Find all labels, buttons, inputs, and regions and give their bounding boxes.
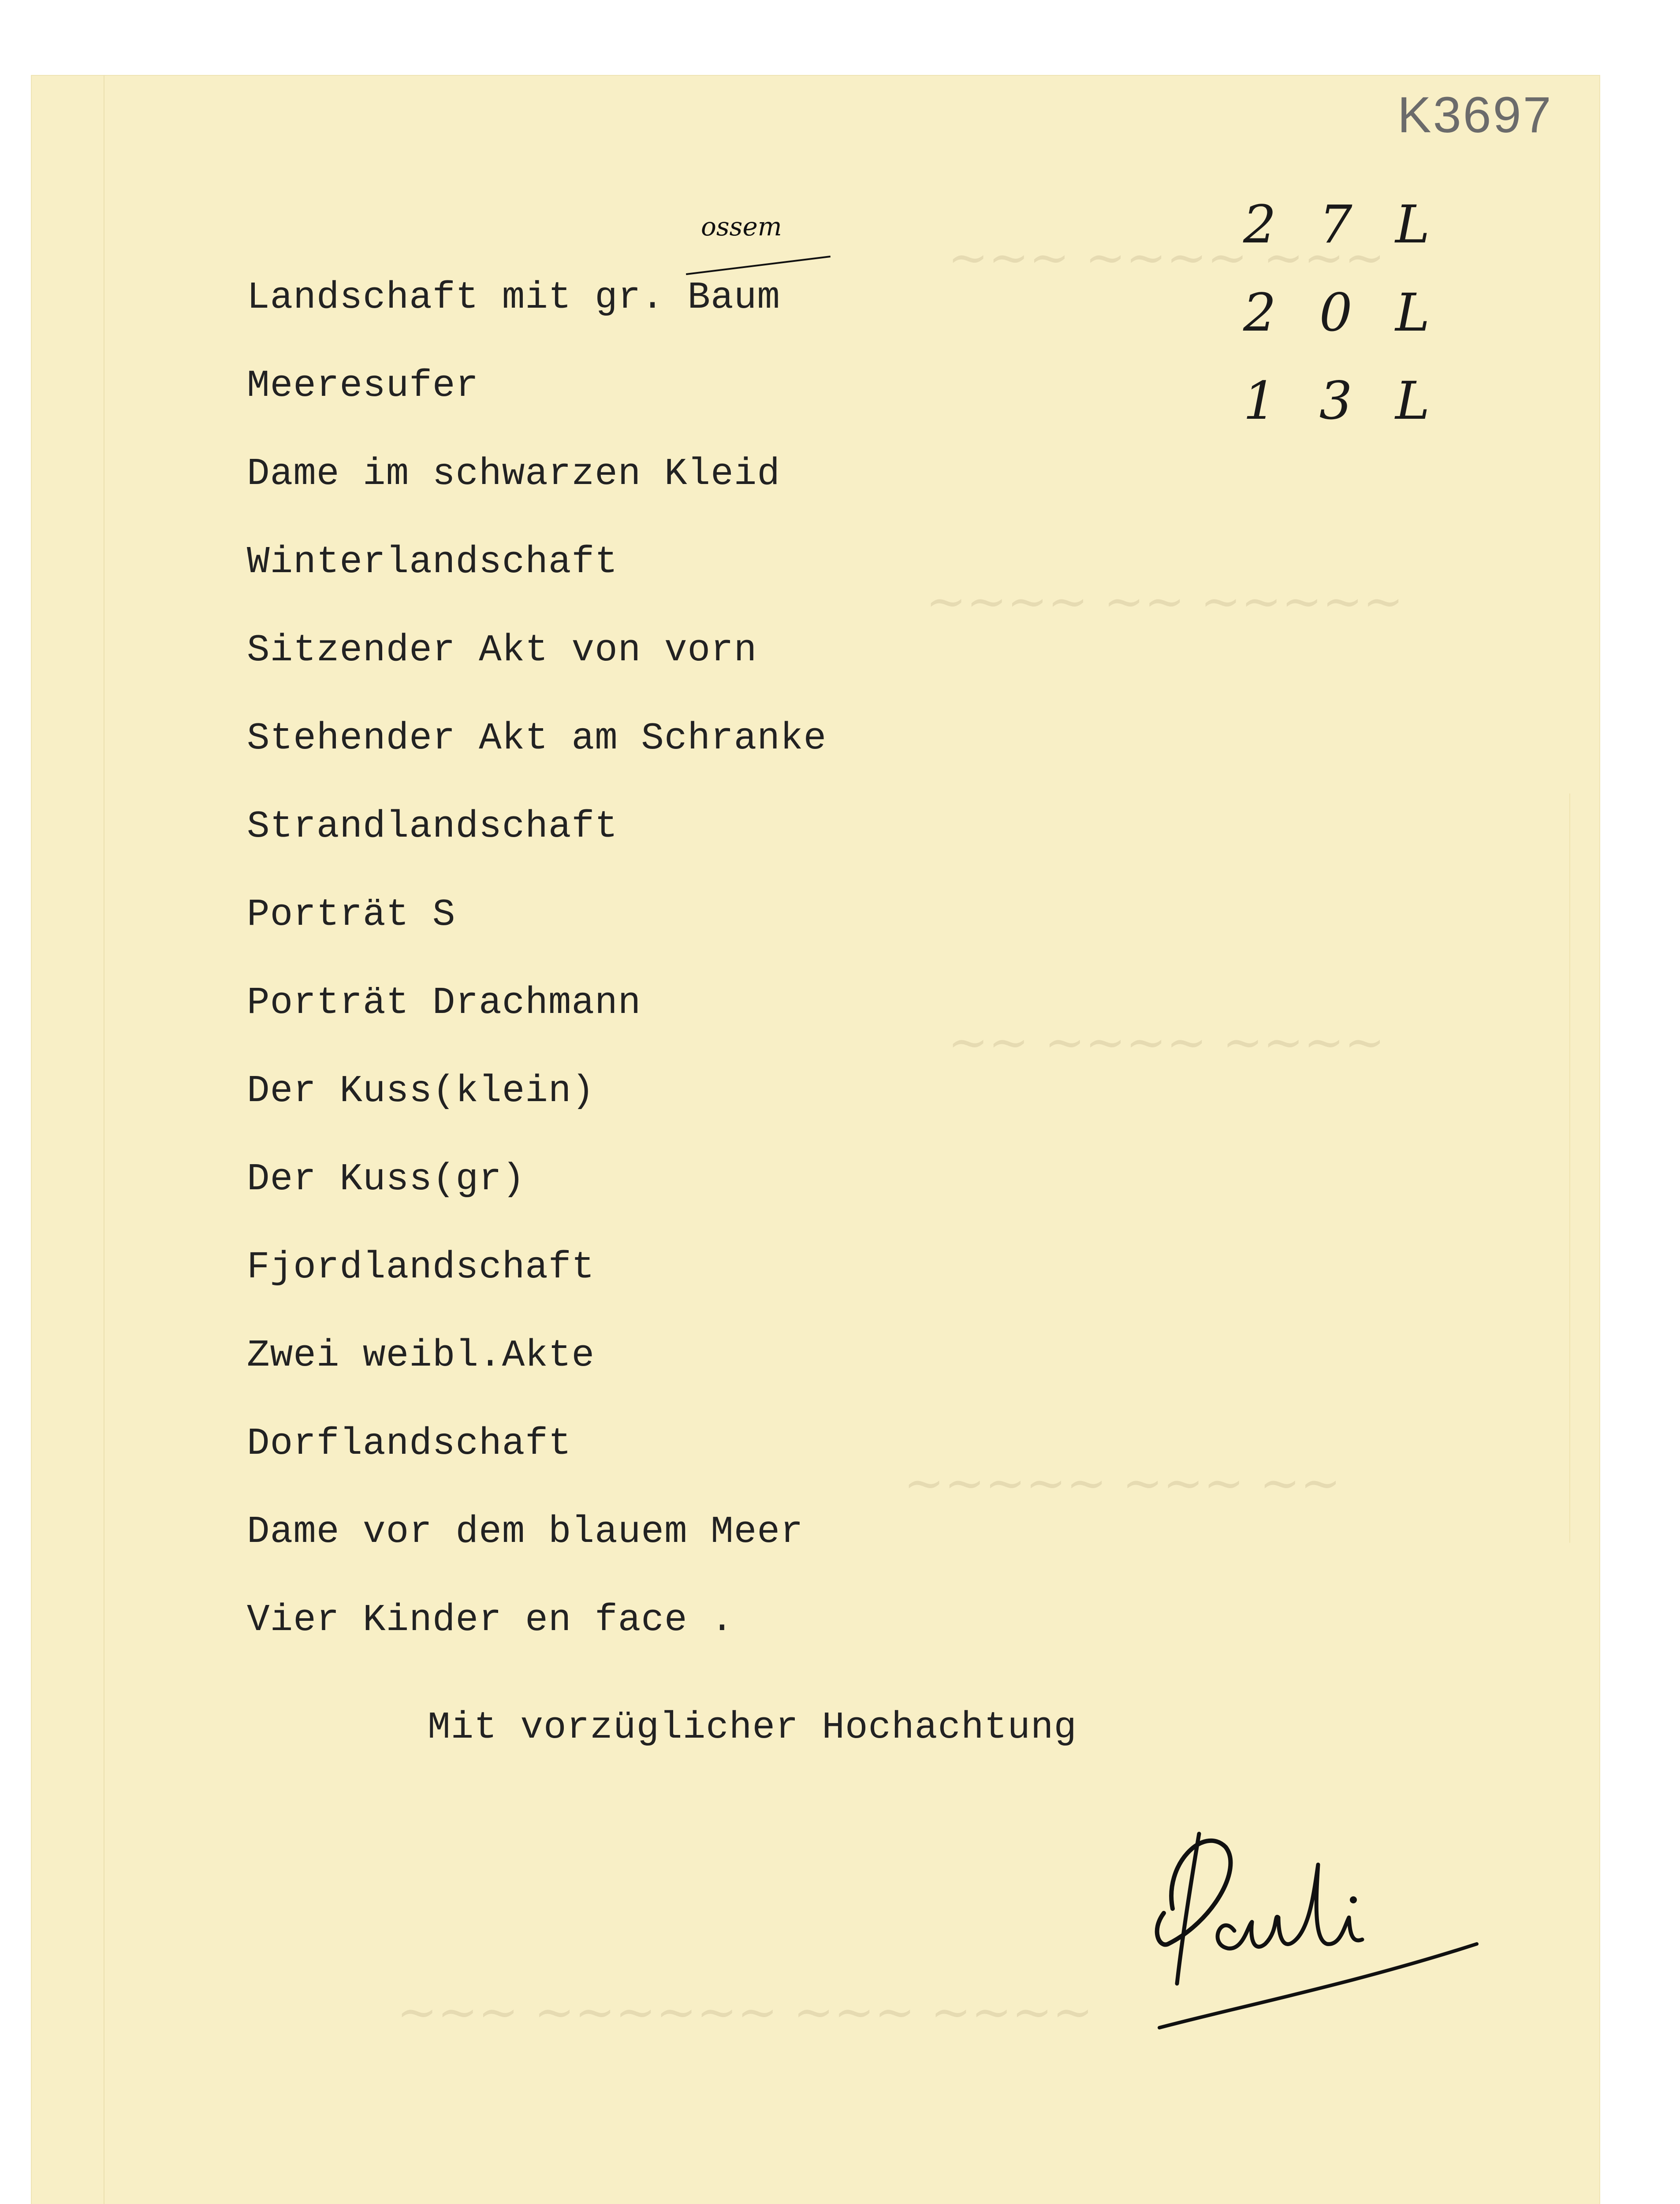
list-item: Stehender Akt am Schranke [247, 717, 827, 760]
list-item: Porträt Drachmann [247, 981, 641, 1024]
handwritten-correction: ossem [701, 212, 782, 242]
closing-formula: Mit vorzüglicher Hochachtung [428, 1706, 1077, 1749]
margin-note-1: 2 7 L [1243, 194, 1443, 255]
list-item: Dame im schwarzen Kleid [247, 452, 780, 495]
bleed-through-2: ~~~~ ~~ ~~~~~ [926, 573, 1404, 629]
bleed-through-4: ~~~~~ ~~~ ~~ [904, 1455, 1341, 1511]
list-item: Dame vor dem blauem Meer [247, 1510, 804, 1553]
list-item: Der Kuss(klein) [247, 1069, 595, 1113]
archive-number: K3697 [1397, 87, 1553, 143]
list-item: Zwei weibl.Akte [247, 1334, 595, 1377]
painting-list [247, 253, 827, 1664]
paper-crease [1569, 793, 1588, 1543]
bleed-through-1: ~~~ ~~~~ ~~~ [948, 229, 1385, 286]
list-item: Porträt S [247, 893, 456, 936]
bleed-through-3: ~~ ~~~~ ~~~~ [948, 1014, 1385, 1070]
signature-text: Pauli [1265, 1884, 1279, 1888]
margin-note-3: 1 3 L [1243, 370, 1443, 431]
signature-pauli [1133, 1798, 1494, 2045]
list-item: Dorflandschaft [247, 1422, 572, 1465]
list-item: Der Kuss(gr) [247, 1158, 525, 1201]
list-item: Fjordlandschaft [247, 1246, 595, 1289]
list-item: Winterlandschaft [247, 540, 618, 584]
list-item: Strandlandschaft [247, 805, 618, 848]
list-item: Sitzender Akt von vorn [247, 629, 757, 672]
margin-note-2: 2 0 L [1243, 282, 1443, 343]
bleed-through-5: ~~~ ~~~~~~ ~~~ ~~~~ [397, 1984, 1093, 2040]
list-item: Meeresufer [247, 364, 479, 407]
list-item: Landschaft mit gr. Baum [247, 276, 780, 319]
list-item: Vier Kinder en face . [247, 1598, 734, 1642]
